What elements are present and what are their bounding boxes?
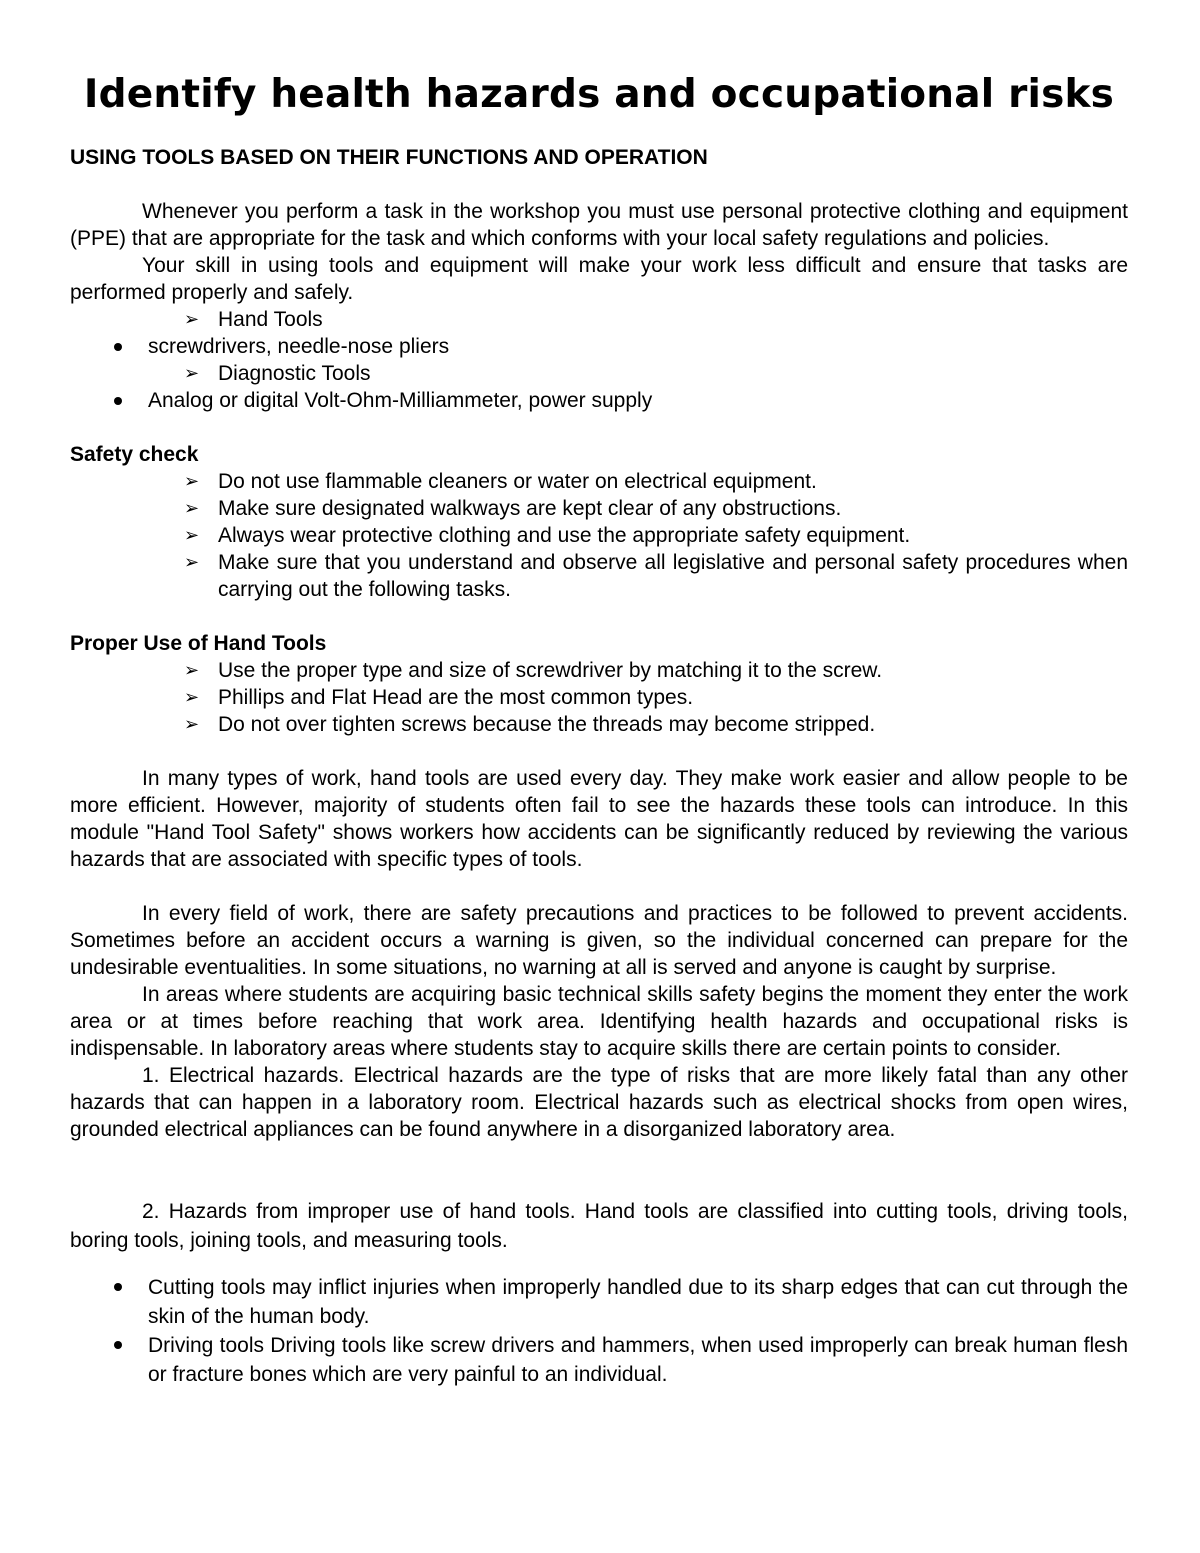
arrow-bullet-icon: ➢ <box>184 714 200 735</box>
tool-items-list-2 <box>70 387 1128 414</box>
body-paragraph-5: 2. Hazards from improper use of hand tools. Hand tools are classified into cutting tools, driving tools, boring tools, joining tools, and measuring tools. <box>70 1200 1128 1252</box>
safety-check-text: Do not use flammable cleaners or water on electrical equipment. <box>218 470 817 493</box>
arrow-bullet-icon: ➢ <box>184 525 200 546</box>
hazard-bullet-text: Cutting tools may inflict injuries when improperly handled due to its sharp edges that can cut through the skin of the human body. <box>148 1276 1128 1328</box>
list-item <box>70 549 1128 603</box>
proper-use-text: Do not over tighten screws because the threads may become stripped. <box>218 713 876 736</box>
bullet-dot-icon <box>114 1341 122 1349</box>
safety-check-heading: Safety check <box>70 443 199 466</box>
tool-category-list-2 <box>70 360 1128 387</box>
tool-items-list-1 <box>70 333 1128 360</box>
proper-use-text: Phillips and Flat Head are the most common types. <box>218 686 694 709</box>
tool-items-text: Analog or digital Volt-Ohm-Milliammeter, power supply <box>148 389 653 412</box>
arrow-bullet-icon: ➢ <box>184 471 200 492</box>
proper-use-list <box>70 657 1128 738</box>
list-item <box>70 1331 1128 1389</box>
list-item <box>70 333 1128 360</box>
arrow-bullet-icon: ➢ <box>184 687 200 708</box>
arrow-bullet-icon: ➢ <box>184 660 200 681</box>
page-title: Identify health hazards and occupational risks <box>83 72 1115 117</box>
proper-use-text: Use the proper type and size of screwdriver by matching it to the screw. <box>218 659 883 682</box>
arrow-bullet-icon: ➢ <box>184 498 200 519</box>
body-paragraph-2: In every field of work, there are safety precautions and practices to be followed to prevent accidents. Sometimes before an accident occurs a warning is given, so the individual concerned can prepare for the undesirable eventualities. In some situations, no warning at all is served and anyone is caught by surprise. <box>70 902 1128 979</box>
safety-check-text: Make sure that you understand and observe all legislative and personal safety procedures when carrying out the following tasks. <box>218 551 1128 601</box>
arrow-bullet-icon: ➢ <box>184 309 200 330</box>
safety-check-text: Always wear protective clothing and use the appropriate safety equipment. <box>218 524 911 547</box>
list-item <box>70 360 1128 387</box>
tool-items-text: screwdrivers, needle-nose pliers <box>148 335 450 358</box>
list-item <box>70 468 1128 495</box>
bullet-dot-icon <box>114 397 122 405</box>
hazard-bullet-list <box>70 1273 1128 1389</box>
list-item <box>70 1273 1128 1331</box>
list-item <box>70 522 1128 549</box>
hazard-bullet-text: Driving tools Driving tools like screw drivers and hammers, when used improperly can break human flesh or fracture bones which are very painful to an individual. <box>148 1334 1128 1386</box>
intro-paragraph-1: Whenever you perform a task in the workshop you must use personal protective clothing and equipment (PPE) that are appropriate for the task and which conforms with your local safety regulations and policies. <box>70 200 1128 250</box>
list-item <box>70 711 1128 738</box>
section-heading: USING TOOLS BASED ON THEIR FUNCTIONS AND OPERATION <box>70 146 708 169</box>
arrow-bullet-icon: ➢ <box>184 363 200 384</box>
bullet-dot-icon <box>114 1283 122 1291</box>
body-paragraph-1: In many types of work, hand tools are used every day. They make work easier and allow people to be more efficient. However, majority of students often fail to see the hazards these tools can introduce. In this module "Hand Tool Safety" shows workers how accidents can be significantly reduced by reviewing the various hazards that are associated with specific types of tools. <box>70 767 1128 871</box>
tool-category-label: Hand Tools <box>218 308 323 331</box>
arrow-bullet-icon: ➢ <box>184 552 200 573</box>
list-item <box>70 306 1128 333</box>
list-item <box>70 684 1128 711</box>
document-page <box>70 70 1128 1389</box>
safety-check-text: Make sure designated walkways are kept clear of any obstructions. <box>218 497 842 520</box>
list-item <box>70 495 1128 522</box>
body-paragraph-4: 1. Electrical hazards. Electrical hazards are the type of risks that are more likely fatal than any other hazards that can happen in a laboratory room. Electrical hazards such as electrical shocks from open wires, grounded electrical appliances can be found anywhere in a disorganized laboratory area. <box>70 1064 1128 1141</box>
intro-paragraph-2: Your skill in using tools and equipment will make your work less difficult and ensure that tasks are performed properly and safely. <box>70 254 1128 304</box>
list-item <box>70 657 1128 684</box>
bullet-dot-icon <box>114 343 122 351</box>
tool-category-label: Diagnostic Tools <box>218 362 371 385</box>
body-paragraph-3: In areas where students are acquiring basic technical skills safety begins the moment they enter the work area or at times before reaching that work area. Identifying health hazards and occupational risks is indispensable. In laboratory areas where students stay to acquire skills there are certain points to consider. <box>70 983 1128 1060</box>
proper-use-heading: Proper Use of Hand Tools <box>70 632 327 655</box>
tool-category-list-1 <box>70 306 1128 333</box>
list-item <box>70 387 1128 414</box>
safety-check-list <box>70 468 1128 603</box>
